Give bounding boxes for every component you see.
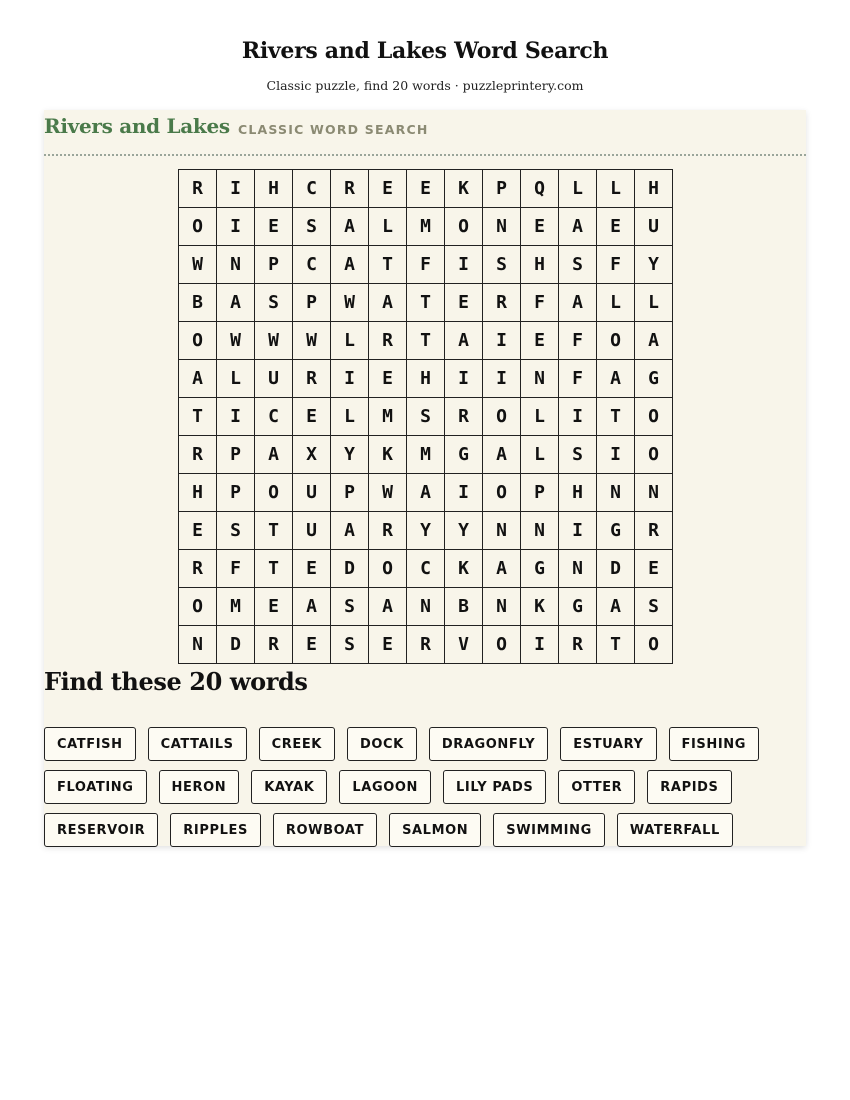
grid-row	[179, 322, 673, 360]
grid-cell[interactable]: S	[483, 246, 521, 284]
grid-cell[interactable]: G	[559, 588, 597, 626]
grid-cell[interactable]: D	[217, 626, 255, 664]
grid-cell[interactable]: O	[635, 626, 673, 664]
tagline: CLASSIC WORD SEARCH	[238, 122, 429, 137]
grid-cell[interactable]: S	[217, 512, 255, 550]
grid-cell[interactable]: D	[597, 550, 635, 588]
grid-row	[179, 208, 673, 246]
word-chip: HERON	[159, 770, 240, 804]
grid-cell[interactable]: V	[445, 626, 483, 664]
grid-cell[interactable]: N	[483, 512, 521, 550]
grid-cell[interactable]: W	[293, 322, 331, 360]
grid-cell[interactable]: H	[521, 246, 559, 284]
grid-cell[interactable]: K	[445, 170, 483, 208]
grid-cell[interactable]: P	[483, 170, 521, 208]
grid-cell[interactable]: T	[597, 398, 635, 436]
grid-cell[interactable]: E	[255, 208, 293, 246]
grid-cell[interactable]: A	[255, 436, 293, 474]
grid-cell[interactable]: M	[407, 208, 445, 246]
grid-cell[interactable]: A	[483, 550, 521, 588]
grid-cell[interactable]: G	[445, 436, 483, 474]
grid-cell[interactable]: R	[293, 360, 331, 398]
page-title: Rivers and Lakes Word Search	[241, 38, 609, 64]
grid-cell[interactable]: P	[293, 284, 331, 322]
grid-cell[interactable]: S	[255, 284, 293, 322]
word-chip: RAPIDS	[647, 770, 731, 804]
letter-grid	[178, 169, 673, 664]
grid-cell[interactable]: E	[369, 360, 407, 398]
grid-cell[interactable]: R	[407, 626, 445, 664]
grid-cell[interactable]: W	[217, 322, 255, 360]
grid-cell[interactable]: P	[255, 246, 293, 284]
grid-cell[interactable]: O	[179, 588, 217, 626]
grid-cell[interactable]: I	[445, 474, 483, 512]
grid-cell[interactable]: L	[635, 284, 673, 322]
grid-cell[interactable]: F	[597, 246, 635, 284]
grid-row	[179, 398, 673, 436]
grid-cell[interactable]: R	[179, 170, 217, 208]
grid-cell[interactable]: K	[521, 588, 559, 626]
grid-row	[179, 246, 673, 284]
grid-cell[interactable]: D	[331, 550, 369, 588]
grid-row	[179, 284, 673, 322]
word-list-heading: Find these 20 words	[44, 667, 308, 696]
grid-cell[interactable]: E	[521, 208, 559, 246]
grid-cell[interactable]: A	[635, 322, 673, 360]
grid-cell[interactable]: N	[483, 588, 521, 626]
brand-title: Rivers and Lakes	[44, 114, 230, 138]
grid-cell[interactable]: A	[597, 360, 635, 398]
grid-cell[interactable]: N	[179, 626, 217, 664]
grid-cell[interactable]: W	[331, 284, 369, 322]
grid-cell[interactable]: O	[483, 398, 521, 436]
grid-cell[interactable]: Y	[635, 246, 673, 284]
word-chip: OTTER	[558, 770, 635, 804]
grid-cell[interactable]: I	[217, 208, 255, 246]
grid-cell[interactable]: S	[331, 588, 369, 626]
grid-cell[interactable]: Y	[445, 512, 483, 550]
grid-cell[interactable]: O	[635, 436, 673, 474]
grid-cell[interactable]: A	[331, 208, 369, 246]
grid-cell[interactable]: O	[445, 208, 483, 246]
grid-cell[interactable]: P	[521, 474, 559, 512]
grid-cell[interactable]: N	[559, 550, 597, 588]
grid-cell[interactable]: I	[559, 398, 597, 436]
grid-cell[interactable]: G	[521, 550, 559, 588]
grid-cell[interactable]: I	[217, 170, 255, 208]
grid-cell[interactable]: C	[293, 170, 331, 208]
word-chip: RIPPLES	[170, 813, 261, 847]
grid-cell[interactable]: L	[331, 398, 369, 436]
grid-cell[interactable]: C	[407, 550, 445, 588]
grid-cell[interactable]: M	[217, 588, 255, 626]
grid-row	[179, 436, 673, 474]
grid-cell[interactable]: G	[597, 512, 635, 550]
grid-row	[179, 512, 673, 550]
grid-cell[interactable]: U	[255, 360, 293, 398]
grid-cell[interactable]: R	[483, 284, 521, 322]
grid-cell[interactable]: R	[255, 626, 293, 664]
grid-cell[interactable]: E	[179, 512, 217, 550]
grid-cell[interactable]: N	[483, 208, 521, 246]
grid-cell[interactable]: A	[217, 284, 255, 322]
grid-cell[interactable]: A	[331, 246, 369, 284]
grid-cell[interactable]: E	[407, 170, 445, 208]
grid-cell[interactable]: G	[635, 360, 673, 398]
grid-cell[interactable]: A	[559, 284, 597, 322]
grid-row	[179, 360, 673, 398]
grid-cell[interactable]: S	[559, 246, 597, 284]
word-chip: FISHING	[669, 727, 760, 761]
grid-cell[interactable]: Y	[331, 436, 369, 474]
grid-cell[interactable]: E	[293, 398, 331, 436]
grid-cell[interactable]: F	[559, 322, 597, 360]
grid-cell[interactable]: O	[483, 626, 521, 664]
grid-cell[interactable]: R	[331, 170, 369, 208]
word-chip: DOCK	[347, 727, 417, 761]
grid-cell[interactable]: H	[179, 474, 217, 512]
grid-cell[interactable]: E	[369, 626, 407, 664]
grid-cell[interactable]: S	[407, 398, 445, 436]
grid-cell[interactable]: F	[521, 284, 559, 322]
grid-cell[interactable]: W	[255, 322, 293, 360]
grid-cell[interactable]: N	[521, 512, 559, 550]
grid-cell[interactable]: H	[255, 170, 293, 208]
puzzle-card	[44, 110, 806, 846]
grid-cell[interactable]: A	[179, 360, 217, 398]
grid-cell[interactable]: R	[369, 512, 407, 550]
grid-row	[179, 626, 673, 664]
grid-cell[interactable]: I	[331, 360, 369, 398]
grid-cell[interactable]: L	[331, 322, 369, 360]
grid-cell[interactable]: H	[635, 170, 673, 208]
grid-row	[179, 474, 673, 512]
grid-cell[interactable]: A	[369, 284, 407, 322]
grid-cell[interactable]: P	[217, 474, 255, 512]
grid-cell[interactable]: N	[407, 588, 445, 626]
grid-cell[interactable]: S	[293, 208, 331, 246]
grid-cell[interactable]: U	[635, 208, 673, 246]
word-chip: DRAGONFLY	[429, 727, 548, 761]
grid-cell[interactable]: R	[369, 322, 407, 360]
grid-cell[interactable]: E	[255, 588, 293, 626]
grid-cell[interactable]: L	[521, 436, 559, 474]
grid-cell[interactable]: X	[293, 436, 331, 474]
grid-cell[interactable]: A	[483, 436, 521, 474]
grid-cell[interactable]: L	[559, 170, 597, 208]
grid-cell[interactable]: M	[407, 436, 445, 474]
grid-cell[interactable]: A	[445, 322, 483, 360]
grid-cell[interactable]: L	[369, 208, 407, 246]
word-chip: ROWBOAT	[273, 813, 377, 847]
grid-cell[interactable]: T	[179, 398, 217, 436]
grid-cell[interactable]: P	[217, 436, 255, 474]
grid-cell[interactable]: I	[445, 246, 483, 284]
grid-cell[interactable]: O	[179, 208, 217, 246]
word-chip: FLOATING	[44, 770, 147, 804]
grid-cell[interactable]: S	[635, 588, 673, 626]
grid-row	[179, 170, 673, 208]
grid-cell[interactable]: R	[179, 550, 217, 588]
grid-cell[interactable]: B	[445, 588, 483, 626]
grid-cell[interactable]: H	[407, 360, 445, 398]
grid-cell[interactable]: O	[635, 398, 673, 436]
grid-cell[interactable]: L	[597, 170, 635, 208]
grid-cell[interactable]: I	[483, 360, 521, 398]
word-chip: SWIMMING	[493, 813, 605, 847]
grid-cell[interactable]: N	[635, 474, 673, 512]
grid-cell[interactable]: S	[559, 436, 597, 474]
grid-cell[interactable]: E	[445, 284, 483, 322]
word-chip: ESTUARY	[560, 727, 656, 761]
grid-cell[interactable]: A	[559, 208, 597, 246]
grid-cell[interactable]: K	[445, 550, 483, 588]
grid-cell[interactable]: U	[293, 512, 331, 550]
word-chip: LILY PADS	[443, 770, 546, 804]
word-chip: CATTAILS	[148, 727, 247, 761]
grid-cell[interactable]: B	[179, 284, 217, 322]
word-chip: KAYAK	[251, 770, 327, 804]
word-chip: WATERFALL	[617, 813, 733, 847]
word-chip: LAGOON	[339, 770, 431, 804]
grid-cell[interactable]: O	[597, 322, 635, 360]
grid-cell[interactable]: L	[217, 360, 255, 398]
grid-cell[interactable]: K	[369, 436, 407, 474]
grid-cell[interactable]: F	[217, 550, 255, 588]
grid-cell[interactable]: T	[255, 550, 293, 588]
grid-cell[interactable]: E	[369, 170, 407, 208]
grid-cell[interactable]: A	[293, 588, 331, 626]
grid-cell[interactable]: E	[521, 322, 559, 360]
grid-cell[interactable]: E	[293, 550, 331, 588]
grid-cell[interactable]: R	[179, 436, 217, 474]
grid-cell[interactable]: N	[597, 474, 635, 512]
grid-cell[interactable]: F	[559, 360, 597, 398]
grid-cell[interactable]: E	[293, 626, 331, 664]
grid-cell[interactable]: Q	[521, 170, 559, 208]
grid-cell[interactable]: M	[369, 398, 407, 436]
grid-cell[interactable]: I	[597, 436, 635, 474]
grid-cell[interactable]: R	[559, 626, 597, 664]
grid-cell[interactable]: A	[597, 588, 635, 626]
grid-cell[interactable]: U	[293, 474, 331, 512]
word-chip: RESERVOIR	[44, 813, 158, 847]
grid-cell[interactable]: P	[331, 474, 369, 512]
grid-cell[interactable]: N	[521, 360, 559, 398]
grid-cell[interactable]: E	[635, 550, 673, 588]
card-header	[44, 110, 806, 156]
grid-cell[interactable]: E	[597, 208, 635, 246]
grid-cell[interactable]: Y	[407, 512, 445, 550]
grid-cell[interactable]: T	[597, 626, 635, 664]
grid-cell[interactable]: W	[369, 474, 407, 512]
word-chip: CATFISH	[44, 727, 136, 761]
grid-cell[interactable]: R	[635, 512, 673, 550]
grid-cell[interactable]: S	[331, 626, 369, 664]
grid-cell[interactable]: L	[521, 398, 559, 436]
word-chip: SALMON	[389, 813, 481, 847]
grid-row	[179, 588, 673, 626]
grid-cell[interactable]: O	[369, 550, 407, 588]
word-bank	[44, 727, 806, 847]
word-chip: CREEK	[259, 727, 335, 761]
grid-cell[interactable]: T	[255, 512, 293, 550]
grid-cell[interactable]: L	[597, 284, 635, 322]
grid-cell[interactable]: N	[217, 246, 255, 284]
grid-cell[interactable]: T	[369, 246, 407, 284]
grid-cell[interactable]: O	[179, 322, 217, 360]
grid-cell[interactable]: H	[559, 474, 597, 512]
grid-cell[interactable]: A	[369, 588, 407, 626]
page-subtitle: Classic puzzle, find 20 words · puzzleprintery.com	[266, 78, 584, 93]
grid-cell[interactable]: I	[217, 398, 255, 436]
grid-cell[interactable]: W	[179, 246, 217, 284]
grid-cell[interactable]: I	[483, 322, 521, 360]
grid-cell[interactable]: I	[521, 626, 559, 664]
grid-cell[interactable]: A	[407, 474, 445, 512]
grid-cell[interactable]: T	[407, 322, 445, 360]
grid-row	[179, 550, 673, 588]
grid-cell[interactable]: F	[407, 246, 445, 284]
grid-cell[interactable]: O	[483, 474, 521, 512]
grid-cell[interactable]: I	[445, 360, 483, 398]
grid-cell[interactable]: O	[255, 474, 293, 512]
grid-cell[interactable]: C	[293, 246, 331, 284]
grid-cell[interactable]: I	[559, 512, 597, 550]
grid-cell[interactable]: T	[407, 284, 445, 322]
grid-cell[interactable]: C	[255, 398, 293, 436]
grid-cell[interactable]: R	[445, 398, 483, 436]
grid-cell[interactable]: A	[331, 512, 369, 550]
